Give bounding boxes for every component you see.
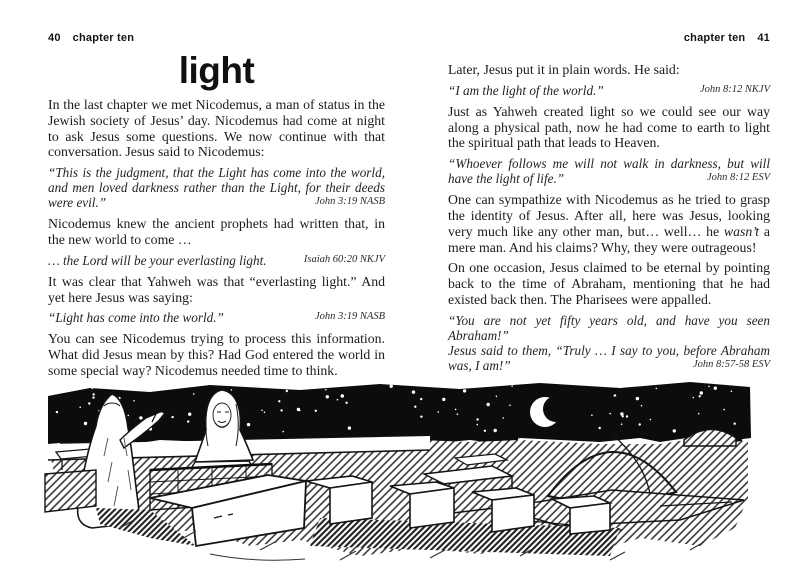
chapter-label: chapter ten: [72, 32, 135, 44]
quote-paragraph: … the Lord will be your everlasting light. Isaiah 60:20 NKJV: [48, 252, 385, 268]
chapter-label: chapter ten: [683, 32, 746, 44]
running-head-right: [448, 32, 770, 44]
quote-paragraph: “Whoever follows me will not walk in darkness, but will have the light of life.” John 8:12 ESV: [448, 156, 770, 187]
left-page: [48, 32, 385, 384]
body-paragraph: One can sympathize with Nicodemus as he tried to grasp the identity of Jesus. After all, here was Jesus, looking very much like any other man, but… well… he wasn’t a mere man. And his claims? Why, they were outrageous!: [448, 192, 771, 255]
verse-reference: John 3:19 NASB: [315, 311, 385, 323]
right-page: [448, 32, 770, 379]
rooftop-night-illustration: [0, 378, 800, 580]
verse-reference: John 8:12 ESV: [707, 172, 770, 184]
body-paragraph: You can see Nicodemus trying to process this information. What did Jesus mean by this? Had God entered the world in some special way? Nicodemus needed time to think.: [48, 331, 385, 378]
verse-reference: John 8:57-58 ESV: [693, 358, 770, 370]
chapter-heading: light: [178, 50, 255, 91]
body-paragraph: In the last chapter we met Nicodemus, a man of status in the Jewish society of Jesus’ day. Nicodemus had come at night to ask Jesus some questions. We now continue with that conversation. Jesus said to Nicodemus:: [48, 97, 385, 160]
quote-paragraph: “I am the light of the world.” John 8:12 NKJV: [448, 82, 770, 98]
verse-reference: John 3:19 NASB: [315, 196, 385, 208]
running-head-left: [48, 32, 385, 44]
body-paragraph: Just as Yahweh created light so we could see our way along a physical path, now he had come to earth to light the spiritual path that leads to Heaven.: [448, 103, 770, 151]
page-number: 40: [48, 32, 61, 44]
quote-paragraph: “This is the judgment, that the Light has come into the world, and men loved darkness rather than the Light, for their deeds were evil.” John 3:19 NASB: [48, 165, 385, 211]
verse-reference: Isaiah 60:20 NKJV: [303, 253, 385, 265]
body-paragraph: It was clear that Yahweh was that “everlasting light.” And yet here Jesus was saying:: [48, 273, 385, 305]
page-number: 41: [757, 32, 770, 44]
left-page-text: [48, 97, 385, 379]
body-paragraph: On one occasion, Jesus claimed to be eternal by pointing back to the time of Abraham, mentioning that he had existed back then. The Pharisees were appalled.: [448, 260, 770, 307]
quote-paragraph: “Light has come into the world.” John 3:19 NASB: [48, 310, 385, 326]
right-page-text: [448, 62, 770, 373]
body-paragraph: Later, Jesus put it in plain words. He said:: [448, 62, 680, 77]
quote-paragraph: “You are not yet fifty years old, and have you seen Abraham!” Jesus said to them, “Truly … I say to you, before Abraham was, I am!” John 8:57-58 ESV: [448, 312, 770, 373]
verse-reference: John 8:12 NKJV: [700, 83, 770, 95]
body-paragraph: Nicodemus knew the ancient prophets had written that, in the new world to come …: [48, 216, 385, 247]
